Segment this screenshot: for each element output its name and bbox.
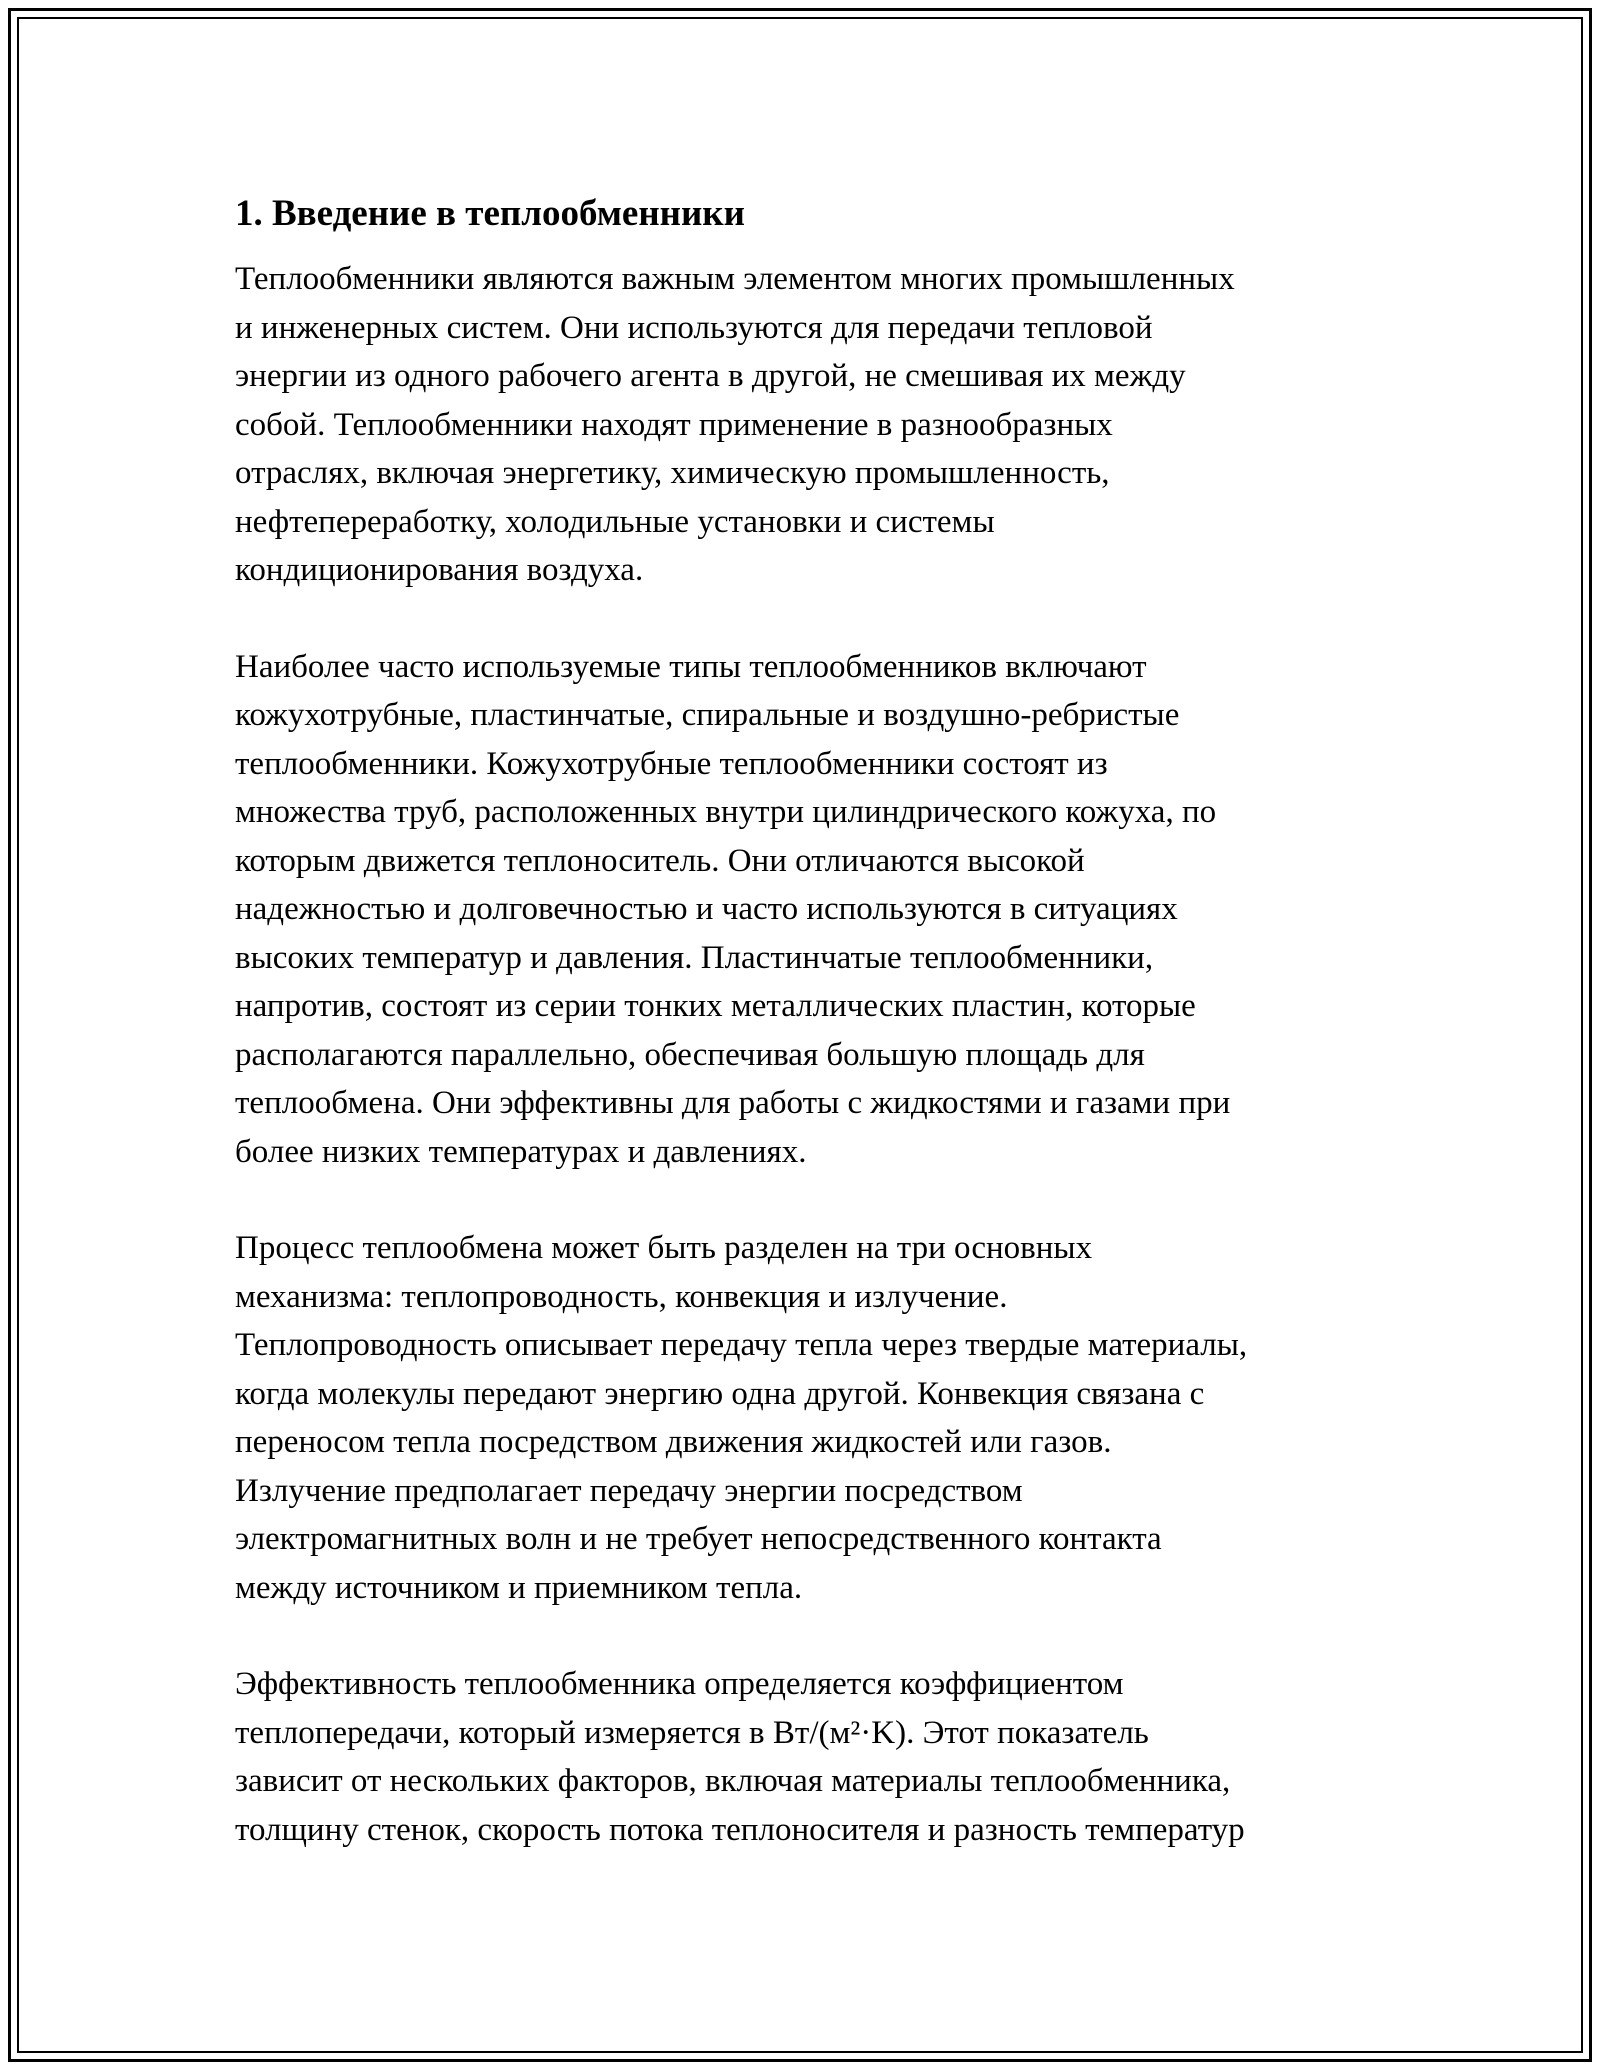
- text-line: между источником и приемником тепла.: [235, 1569, 803, 1606]
- text-line: Наиболее часто используемые типы теплообменников включают: [235, 648, 1147, 685]
- text-line: когда молекулы передают энергию одна другой. Конвекция связана с: [235, 1375, 1205, 1412]
- paragraph: [235, 1660, 1375, 1854]
- text-line: механизма: теплопроводность, конвекция и излучение.: [235, 1278, 1008, 1315]
- text-line: зависит от нескольких факторов, включая материалы теплообменника,: [235, 1763, 1231, 1799]
- text-line: электромагнитных волн и не требует непосредственного контакта: [235, 1521, 1162, 1557]
- paragraph: [235, 255, 1375, 595]
- text-line: энергии из одного рабочего агента в другой, не смешивая их между: [235, 358, 1186, 394]
- text-line: Процесс теплообмена может быть разделен на три основных: [235, 1230, 1093, 1266]
- paragraph: [235, 643, 1375, 1177]
- text-line: переносом тепла посредством движения жидкостей или газов.: [235, 1424, 1112, 1460]
- text-line: Теплопроводность описывает передачу тепла через твердые материалы,: [235, 1327, 1248, 1363]
- text-line: собой. Теплообменники находят применение в разнообразных: [235, 406, 1113, 443]
- text-line: Эффективность теплообменника определяется коэффициентом: [235, 1666, 1124, 1702]
- text-line: толщину стенок, скорость потока теплоносителя и разность температур: [235, 1811, 1245, 1848]
- text-line: множества труб, расположенных внутри цилиндрического кожуха, по: [235, 794, 1217, 830]
- text-line: высоких температур и давления. Пластинчатые теплообменники,: [235, 939, 1154, 976]
- text-line: надежностью и долговечностью и часто используются в ситуациях: [235, 891, 1178, 927]
- text-line: и инженерных систем. Они используются для передачи тепловой: [235, 309, 1153, 346]
- paragraph: [235, 1224, 1375, 1612]
- text-line: более низких температурах и давлениях.: [235, 1133, 807, 1170]
- text-line: теплообменники. Кожухотрубные теплообменники состоят из: [235, 745, 1108, 782]
- text-line: напротив, состоят из серии тонких металлических пластин, которые: [235, 988, 1196, 1024]
- text-line: располагаются параллельно, обеспечивая большую площадь для: [235, 1036, 1145, 1073]
- text-line: кондиционирования воздуха.: [235, 552, 644, 588]
- paragraphs-container: [235, 255, 1375, 1854]
- section-heading: 1. Введение в теплообменники: [235, 193, 745, 234]
- text-line: нефтепереработку, холодильные установки и системы: [235, 503, 995, 540]
- text-line: Теплообменники являются важным элементом многих промышленных: [235, 261, 1235, 297]
- text-line: которым движется теплоноситель. Они отличаются высокой: [235, 842, 1085, 879]
- document-body: [235, 185, 1375, 1902]
- text-line: теплопередачи, который измеряется в Вт/(м²·K). Этот показатель: [235, 1714, 1149, 1751]
- text-line: Излучение предполагает передачу энергии посредством: [235, 1472, 1023, 1509]
- text-line: отраслях, включая энергетику, химическую промышленность,: [235, 455, 1110, 491]
- text-line: теплообмена. Они эффективны для работы с жидкостями и газами при: [235, 1085, 1231, 1121]
- text-line: кожухотрубные, пластинчатые, спиральные и воздушно-ребристые: [235, 697, 1180, 733]
